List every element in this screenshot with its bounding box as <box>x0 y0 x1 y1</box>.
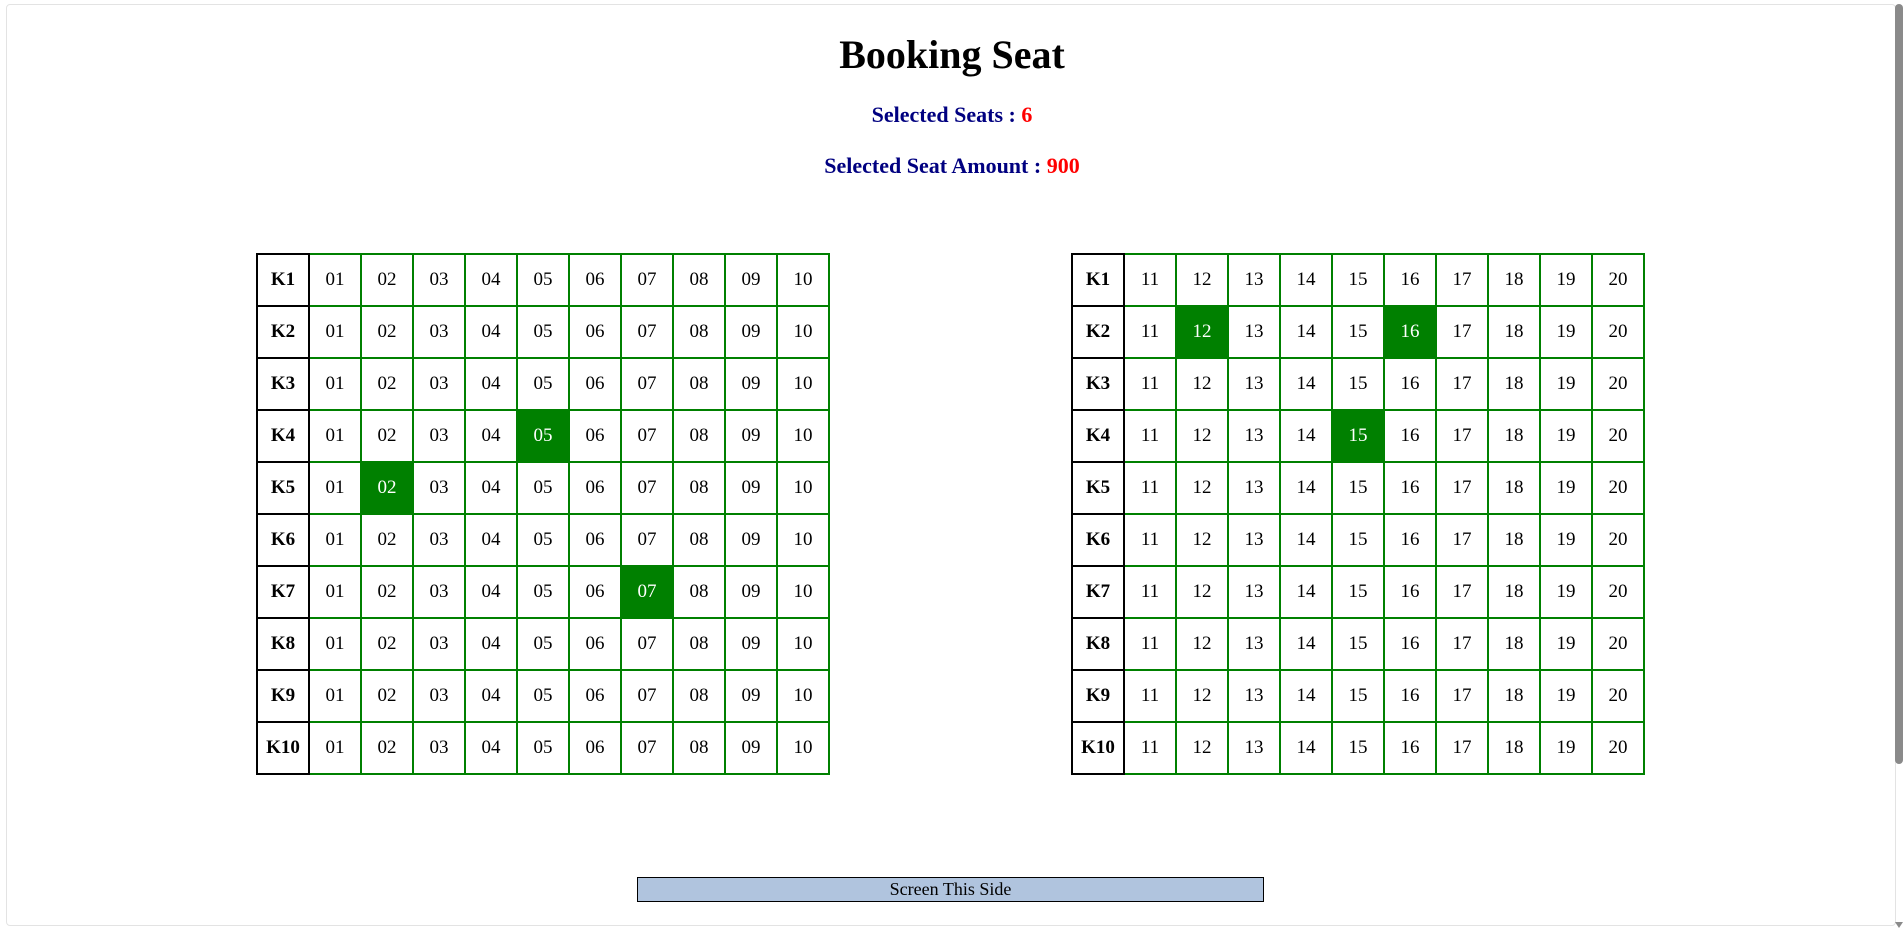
seat[interactable]: 12 <box>1176 618 1228 670</box>
selected-amount-summary <box>0 152 1904 180</box>
seat[interactable]: 15 <box>1332 618 1384 670</box>
seat[interactable]: 13 <box>1228 462 1280 514</box>
seat[interactable]: 08 <box>673 358 725 410</box>
seat[interactable]: 14 <box>1280 566 1332 618</box>
seat[interactable]: 06 <box>569 254 621 306</box>
seat-row <box>1072 254 1644 306</box>
seat[interactable]: 20 <box>1592 514 1644 566</box>
seat[interactable]: 07 <box>621 514 673 566</box>
seat[interactable]: 05 <box>517 358 569 410</box>
seat-row <box>1072 514 1644 566</box>
seat[interactable]: 15 <box>1332 514 1384 566</box>
seat[interactable]: 16 <box>1384 254 1436 306</box>
seat[interactable]: 04 <box>465 254 517 306</box>
seat[interactable]: 10 <box>777 410 829 462</box>
seat[interactable]: 19 <box>1540 618 1592 670</box>
seat[interactable]: 03 <box>413 462 465 514</box>
row-label: K10 <box>257 722 309 774</box>
vertical-scrollbar[interactable] <box>1894 0 1904 932</box>
seat[interactable]: 08 <box>673 514 725 566</box>
seat[interactable]: 19 <box>1540 670 1592 722</box>
row-label: K3 <box>257 358 309 410</box>
seat[interactable]: 04 <box>465 670 517 722</box>
seat[interactable]: 11 <box>1124 722 1176 774</box>
seat-row <box>257 514 829 566</box>
row-label: K6 <box>1072 514 1124 566</box>
seat[interactable]: 12 <box>1176 254 1228 306</box>
seat[interactable]: 17 <box>1436 462 1488 514</box>
seat[interactable]: 03 <box>413 254 465 306</box>
seat[interactable]: 14 <box>1280 358 1332 410</box>
seat[interactable]: 03 <box>413 410 465 462</box>
seat[interactable]: 14 <box>1280 618 1332 670</box>
seat[interactable]: 17 <box>1436 670 1488 722</box>
row-label: K2 <box>1072 306 1124 358</box>
seat[interactable]: 02 <box>361 670 413 722</box>
seat[interactable]: 06 <box>569 358 621 410</box>
seat[interactable]: 20 <box>1592 410 1644 462</box>
seat[interactable]: 11 <box>1124 358 1176 410</box>
seat[interactable]: 10 <box>777 670 829 722</box>
seat[interactable]: 11 <box>1124 618 1176 670</box>
seat[interactable]: 17 <box>1436 566 1488 618</box>
seat[interactable]: 07 <box>621 618 673 670</box>
row-label: K5 <box>1072 462 1124 514</box>
seat[interactable]: 15 <box>1332 462 1384 514</box>
seat[interactable]: 03 <box>413 618 465 670</box>
seat[interactable]: 11 <box>1124 514 1176 566</box>
seat[interactable]: 08 <box>673 566 725 618</box>
row-label: K9 <box>1072 670 1124 722</box>
page-title: Booking Seat <box>839 32 1065 77</box>
scroll-down-arrow-icon[interactable] <box>1895 922 1903 928</box>
seat[interactable]: 17 <box>1436 722 1488 774</box>
seat[interactable]: 02 <box>361 566 413 618</box>
seat-selected[interactable]: 16 <box>1384 306 1436 358</box>
seat[interactable]: 09 <box>725 462 777 514</box>
seat[interactable]: 08 <box>673 722 725 774</box>
seat[interactable]: 03 <box>413 358 465 410</box>
seat[interactable]: 03 <box>413 566 465 618</box>
seat[interactable]: 03 <box>413 722 465 774</box>
seat[interactable]: 11 <box>1124 410 1176 462</box>
seat[interactable]: 20 <box>1592 462 1644 514</box>
seat[interactable]: 02 <box>361 514 413 566</box>
seat[interactable]: 14 <box>1280 514 1332 566</box>
seat[interactable]: 20 <box>1592 566 1644 618</box>
seat-selected[interactable]: 02 <box>361 462 413 514</box>
seat[interactable]: 12 <box>1176 410 1228 462</box>
seat[interactable]: 05 <box>517 722 569 774</box>
seat[interactable]: 14 <box>1280 410 1332 462</box>
row-label: K4 <box>257 410 309 462</box>
seat[interactable]: 12 <box>1176 514 1228 566</box>
seat[interactable]: 12 <box>1176 566 1228 618</box>
row-label: K4 <box>1072 410 1124 462</box>
seat[interactable]: 09 <box>725 514 777 566</box>
seat[interactable]: 10 <box>777 358 829 410</box>
seat-row <box>1072 618 1644 670</box>
seat[interactable]: 08 <box>673 618 725 670</box>
seat[interactable]: 05 <box>517 566 569 618</box>
seat[interactable]: 03 <box>413 514 465 566</box>
seat[interactable]: 20 <box>1592 306 1644 358</box>
seat[interactable]: 01 <box>309 254 361 306</box>
seat[interactable]: 02 <box>361 358 413 410</box>
seat[interactable]: 08 <box>673 306 725 358</box>
seat[interactable]: 15 <box>1332 254 1384 306</box>
seat[interactable]: 16 <box>1384 462 1436 514</box>
seat[interactable]: 06 <box>569 462 621 514</box>
seat[interactable]: 01 <box>309 462 361 514</box>
seat[interactable]: 18 <box>1488 306 1540 358</box>
seat[interactable]: 05 <box>517 670 569 722</box>
row-label: K9 <box>257 670 309 722</box>
seat[interactable]: 19 <box>1540 514 1592 566</box>
seat[interactable]: 14 <box>1280 722 1332 774</box>
seat[interactable]: 11 <box>1124 670 1176 722</box>
seat[interactable]: 19 <box>1540 254 1592 306</box>
seat[interactable]: 04 <box>465 410 517 462</box>
seat[interactable]: 20 <box>1592 358 1644 410</box>
seat[interactable]: 01 <box>309 670 361 722</box>
seat[interactable]: 18 <box>1488 566 1540 618</box>
seat[interactable]: 07 <box>621 358 673 410</box>
seat-row <box>1072 306 1644 358</box>
seat[interactable]: 15 <box>1332 358 1384 410</box>
seat[interactable]: 07 <box>621 306 673 358</box>
selected-seats-value: 6 <box>1021 102 1033 127</box>
seat[interactable]: 13 <box>1228 358 1280 410</box>
seat-row <box>257 410 829 462</box>
seat[interactable]: 16 <box>1384 670 1436 722</box>
seat[interactable]: 09 <box>725 410 777 462</box>
seat[interactable]: 13 <box>1228 410 1280 462</box>
seat[interactable]: 07 <box>621 670 673 722</box>
seat-row <box>257 618 829 670</box>
seat[interactable]: 13 <box>1228 254 1280 306</box>
seat[interactable]: 05 <box>517 514 569 566</box>
seat[interactable]: 06 <box>569 618 621 670</box>
seat[interactable]: 19 <box>1540 306 1592 358</box>
seat[interactable]: 04 <box>465 306 517 358</box>
seat[interactable]: 10 <box>777 566 829 618</box>
seat[interactable]: 09 <box>725 254 777 306</box>
selected-amount-value: 900 <box>1046 153 1080 178</box>
seat[interactable]: 01 <box>309 722 361 774</box>
seat[interactable]: 04 <box>465 514 517 566</box>
selected-seats-summary <box>0 101 1904 129</box>
seat[interactable]: 19 <box>1540 410 1592 462</box>
seat[interactable]: 13 <box>1228 670 1280 722</box>
seat[interactable]: 07 <box>621 722 673 774</box>
seat[interactable]: 09 <box>725 618 777 670</box>
row-label: K10 <box>1072 722 1124 774</box>
seat[interactable]: 17 <box>1436 618 1488 670</box>
seat[interactable]: 12 <box>1176 462 1228 514</box>
seat[interactable]: 13 <box>1228 514 1280 566</box>
seat[interactable]: 20 <box>1592 670 1644 722</box>
seat[interactable]: 04 <box>465 618 517 670</box>
seat[interactable]: 13 <box>1228 722 1280 774</box>
seat-row <box>1072 670 1644 722</box>
seat-row <box>257 566 829 618</box>
seat[interactable]: 11 <box>1124 254 1176 306</box>
seat[interactable]: 15 <box>1332 722 1384 774</box>
seat[interactable]: 14 <box>1280 254 1332 306</box>
seat[interactable]: 01 <box>309 306 361 358</box>
seat[interactable]: 01 <box>309 618 361 670</box>
seat[interactable]: 15 <box>1332 670 1384 722</box>
scrollbar-thumb[interactable] <box>1895 4 1903 764</box>
seat[interactable]: 16 <box>1384 618 1436 670</box>
seat[interactable]: 19 <box>1540 566 1592 618</box>
seat-row <box>257 670 829 722</box>
seat[interactable]: 17 <box>1436 254 1488 306</box>
seat[interactable]: 11 <box>1124 306 1176 358</box>
seat[interactable]: 18 <box>1488 462 1540 514</box>
seat-selected[interactable]: 05 <box>517 410 569 462</box>
seat[interactable]: 02 <box>361 410 413 462</box>
seat[interactable]: 13 <box>1228 618 1280 670</box>
seat[interactable]: 02 <box>361 618 413 670</box>
seat[interactable]: 02 <box>361 722 413 774</box>
seat[interactable]: 11 <box>1124 462 1176 514</box>
seat[interactable]: 03 <box>413 306 465 358</box>
seat[interactable]: 14 <box>1280 306 1332 358</box>
seat[interactable]: 04 <box>465 358 517 410</box>
seat[interactable]: 16 <box>1384 358 1436 410</box>
seat-row <box>1072 566 1644 618</box>
row-label: K8 <box>1072 618 1124 670</box>
seat[interactable]: 18 <box>1488 514 1540 566</box>
seat-row <box>1072 462 1644 514</box>
seat[interactable]: 05 <box>517 254 569 306</box>
seat[interactable]: 19 <box>1540 462 1592 514</box>
seat-selected[interactable]: 07 <box>621 566 673 618</box>
seat[interactable]: 01 <box>309 514 361 566</box>
seat[interactable]: 16 <box>1384 566 1436 618</box>
seat-row <box>257 254 829 306</box>
seat[interactable]: 18 <box>1488 254 1540 306</box>
seat[interactable]: 09 <box>725 358 777 410</box>
seat[interactable]: 02 <box>361 254 413 306</box>
seat-row <box>257 722 829 774</box>
seat[interactable]: 15 <box>1332 566 1384 618</box>
seat[interactable]: 06 <box>569 722 621 774</box>
seat-row <box>1072 410 1644 462</box>
seat[interactable]: 09 <box>725 306 777 358</box>
row-label: K1 <box>1072 254 1124 306</box>
seat-grid-right <box>1071 253 1645 775</box>
seat[interactable]: 18 <box>1488 410 1540 462</box>
seat[interactable]: 07 <box>621 254 673 306</box>
seat[interactable]: 02 <box>361 306 413 358</box>
seat[interactable]: 10 <box>777 306 829 358</box>
seat-grid-left <box>256 253 830 775</box>
row-label: K5 <box>257 462 309 514</box>
seat[interactable]: 12 <box>1176 670 1228 722</box>
seat[interactable]: 18 <box>1488 722 1540 774</box>
row-label: K8 <box>257 618 309 670</box>
seat[interactable]: 09 <box>725 566 777 618</box>
seat[interactable]: 09 <box>725 722 777 774</box>
seat-row <box>257 462 829 514</box>
seat[interactable]: 08 <box>673 670 725 722</box>
seat[interactable]: 04 <box>465 462 517 514</box>
seat[interactable]: 15 <box>1332 306 1384 358</box>
seat[interactable]: 07 <box>621 462 673 514</box>
seat[interactable]: 12 <box>1176 358 1228 410</box>
seat-row <box>1072 722 1644 774</box>
seat[interactable]: 01 <box>309 566 361 618</box>
seat[interactable]: 10 <box>777 462 829 514</box>
row-label: K3 <box>1072 358 1124 410</box>
seat-row <box>257 306 829 358</box>
seat-selected[interactable]: 12 <box>1176 306 1228 358</box>
seat[interactable]: 10 <box>777 722 829 774</box>
seat[interactable]: 06 <box>569 670 621 722</box>
seat[interactable]: 01 <box>309 410 361 462</box>
selected-seats-label: Selected Seats : <box>871 102 1022 127</box>
seat[interactable]: 19 <box>1540 722 1592 774</box>
seat-row <box>257 358 829 410</box>
seat[interactable]: 20 <box>1592 254 1644 306</box>
seat[interactable]: 17 <box>1436 410 1488 462</box>
seat-row <box>1072 358 1644 410</box>
seat[interactable]: 10 <box>777 618 829 670</box>
seat[interactable]: 06 <box>569 410 621 462</box>
seat[interactable]: 20 <box>1592 618 1644 670</box>
seat[interactable]: 14 <box>1280 670 1332 722</box>
seat[interactable]: 08 <box>673 462 725 514</box>
seat[interactable]: 10 <box>777 254 829 306</box>
seat[interactable]: 05 <box>517 618 569 670</box>
selected-amount-label: Selected Seat Amount : <box>824 153 1047 178</box>
seat[interactable]: 12 <box>1176 722 1228 774</box>
seat[interactable]: 06 <box>569 566 621 618</box>
seat[interactable]: 18 <box>1488 358 1540 410</box>
seat[interactable]: 05 <box>517 462 569 514</box>
row-label: K2 <box>257 306 309 358</box>
seat[interactable]: 07 <box>621 410 673 462</box>
seat[interactable]: 08 <box>673 254 725 306</box>
seat[interactable]: 14 <box>1280 462 1332 514</box>
seat[interactable]: 11 <box>1124 566 1176 618</box>
seat[interactable]: 04 <box>465 722 517 774</box>
seat[interactable]: 09 <box>725 670 777 722</box>
seat[interactable]: 18 <box>1488 618 1540 670</box>
seat[interactable]: 10 <box>777 514 829 566</box>
seat[interactable]: 19 <box>1540 358 1592 410</box>
seat-selected[interactable]: 15 <box>1332 410 1384 462</box>
seat[interactable]: 17 <box>1436 306 1488 358</box>
seat[interactable]: 17 <box>1436 514 1488 566</box>
seat[interactable]: 13 <box>1228 306 1280 358</box>
seat[interactable]: 05 <box>517 306 569 358</box>
seat[interactable]: 13 <box>1228 566 1280 618</box>
row-label: K1 <box>257 254 309 306</box>
seat[interactable]: 16 <box>1384 410 1436 462</box>
row-label: K7 <box>257 566 309 618</box>
seat[interactable]: 17 <box>1436 358 1488 410</box>
screen-indicator: Screen This Side <box>637 877 1264 902</box>
seat[interactable]: 06 <box>569 514 621 566</box>
seat[interactable]: 20 <box>1592 722 1644 774</box>
seat[interactable]: 16 <box>1384 514 1436 566</box>
row-label: K6 <box>257 514 309 566</box>
seat[interactable]: 01 <box>309 358 361 410</box>
row-label: K7 <box>1072 566 1124 618</box>
seat[interactable]: 06 <box>569 306 621 358</box>
seat[interactable]: 08 <box>673 410 725 462</box>
seat[interactable]: 03 <box>413 670 465 722</box>
seat[interactable]: 04 <box>465 566 517 618</box>
seat[interactable]: 18 <box>1488 670 1540 722</box>
seat[interactable]: 16 <box>1384 722 1436 774</box>
